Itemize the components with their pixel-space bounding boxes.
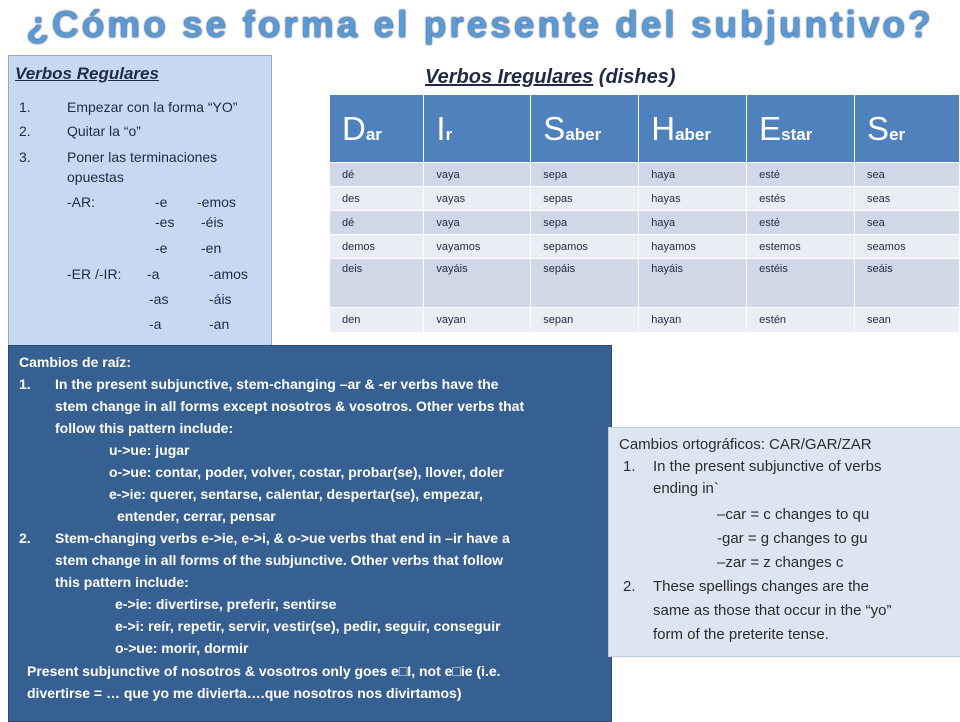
step-number: 3. [19,149,31,165]
column-header-saber: Saber [531,95,639,163]
irregular-heading-underlined: Verbos Iregulares [425,66,594,88]
stem-text: e->ie: querer, sentarse, calentar, despertar(se), empezar, [109,486,483,502]
table-cell: estéis [747,259,855,308]
table-cell: hayan [639,308,747,333]
stem-text: this pattern include: [55,574,189,590]
list-number: 1. [19,376,31,392]
table-cell: vayan [424,308,531,333]
ending: -e [155,240,168,256]
step-text: Empezar con la forma “YO” [67,99,238,115]
ar-label: -AR: [67,194,95,210]
orto-heading: Cambios ortográficos: CAR/GAR/ZAR [619,436,872,453]
ending: -amos [209,266,248,282]
ending: -emos [197,194,236,210]
stem-text: e->i: reír, repetir, servir, vestir(se), pedir, seguir, conseguir [115,618,501,634]
ending: -a [149,316,162,332]
table-cell: esté [747,163,855,187]
stem-changes-box [8,345,612,722]
ending: -éis [201,214,224,230]
column-header-ir: Ir [424,95,531,163]
table-row [330,211,960,235]
column-header-ser: Ser [855,95,960,163]
irregular-heading-paren: (dishes) [598,66,676,88]
table-cell: hayáis [639,259,747,308]
table-cell: des [330,187,424,211]
regular-verbs-box [8,55,272,355]
orto-text: –car = c changes to qu [717,506,870,523]
orthographic-changes-box [608,427,960,657]
table-cell: demos [330,235,424,259]
step-text: Quitar la “o” [67,123,141,139]
er-ir-label: -ER /-IR: [67,266,122,282]
orto-text: In the present subjunctive of verbs [653,458,882,475]
stem-text: o->ue: contar, poder, volver, costar, probar(se), llover, doler [109,464,504,480]
step-number: 2. [19,123,31,139]
table-cell: vayamos [424,235,531,259]
stem-text: o->ue: morir, dormir [115,640,249,656]
stem-heading: Cambios de raíz: [19,354,132,370]
table-row [330,259,960,308]
table-cell: vayáis [424,259,531,308]
table-cell: haya [639,211,747,235]
table-cell: hayamos [639,235,747,259]
stem-text: stem change in all forms of the subjunctive. Other verbs that follow [55,552,504,568]
stem-text: e->ie: divertirse, preferir, sentirse [115,596,337,612]
stem-text: Stem-changing verbs e->ie, e->i, & o->ue verbs that end in –ir have a [55,530,510,546]
table-cell: sepan [531,308,639,333]
table-cell: estemos [747,235,855,259]
ending: -e [155,194,168,210]
table-cell: seas [855,187,960,211]
irregular-verbs-table [330,95,960,332]
table-cell: sepáis [531,259,639,308]
step-text: opuestas [67,169,124,185]
table-row [330,308,960,333]
table-cell: sepamos [531,235,639,259]
table-cell: den [330,308,424,333]
list-number: 2. [623,578,636,595]
table-cell: sepa [531,163,639,187]
table-row [330,235,960,259]
table-cell: sepa [531,211,639,235]
orto-text: These spellings changes are the [653,578,869,595]
orto-text: ending in` [653,480,719,497]
table-cell: haya [639,163,747,187]
orto-text: form of the preterite tense. [653,626,829,643]
table-row [330,187,960,211]
ending: -an [209,316,230,332]
ending: -áis [209,291,232,307]
column-header-haber: Haber [639,95,747,163]
table-cell: vaya [424,211,531,235]
step-text: Poner las terminaciones [67,149,218,165]
stem-note: Present subjunctive of nosotros & vosotros only goes e□I, not e□ie (i.e. [27,663,501,679]
orto-text: same as those that occur in the “yo” [653,602,892,619]
stem-text: entender, cerrar, pensar [117,508,276,524]
table-cell: sea [855,211,960,235]
table-cell: estén [747,308,855,333]
table-cell: vaya [424,163,531,187]
table-cell: sean [855,308,960,333]
table-cell: dé [330,211,424,235]
table-cell: vayas [424,187,531,211]
table-cell: dé [330,163,424,187]
stem-text: u->ue: jugar [109,442,190,458]
table-cell: estés [747,187,855,211]
column-header-estar: Estar [747,95,855,163]
regular-verbs-heading: Verbos Regulares [15,64,159,83]
table-header-row [330,95,960,163]
page-title: ¿Cómo se forma el presente del subjuntivo? [26,4,934,45]
column-header-dar: Dar [330,95,424,163]
table-cell: seáis [855,259,960,308]
list-number: 2. [19,530,31,546]
ending: -en [201,240,222,256]
table-cell: sea [855,163,960,187]
ending: -es [155,214,175,230]
stem-text: In the present subjunctive, stem-changing –ar & -er verbs have the [55,376,499,392]
step-number: 1. [19,99,31,115]
list-number: 1. [623,458,636,475]
table-cell: esté [747,211,855,235]
orto-text: -gar = g changes to gu [717,530,868,547]
ending: -a [147,266,160,282]
ending: -as [149,291,169,307]
table-cell: deis [330,259,424,308]
stem-text: stem change in all forms except nosotros & vosotros. Other verbs that [55,398,525,414]
table-cell: sepas [531,187,639,211]
stem-note: divertirse = … que yo me divierta….que nosotros nos divirtamos) [27,685,462,701]
irregular-verbs-heading [425,66,675,89]
table-row [330,163,960,187]
table-cell: seamos [855,235,960,259]
orto-text: –zar = z changes c [717,554,844,571]
stem-text: follow this pattern include: [55,420,234,436]
table-cell: hayas [639,187,747,211]
